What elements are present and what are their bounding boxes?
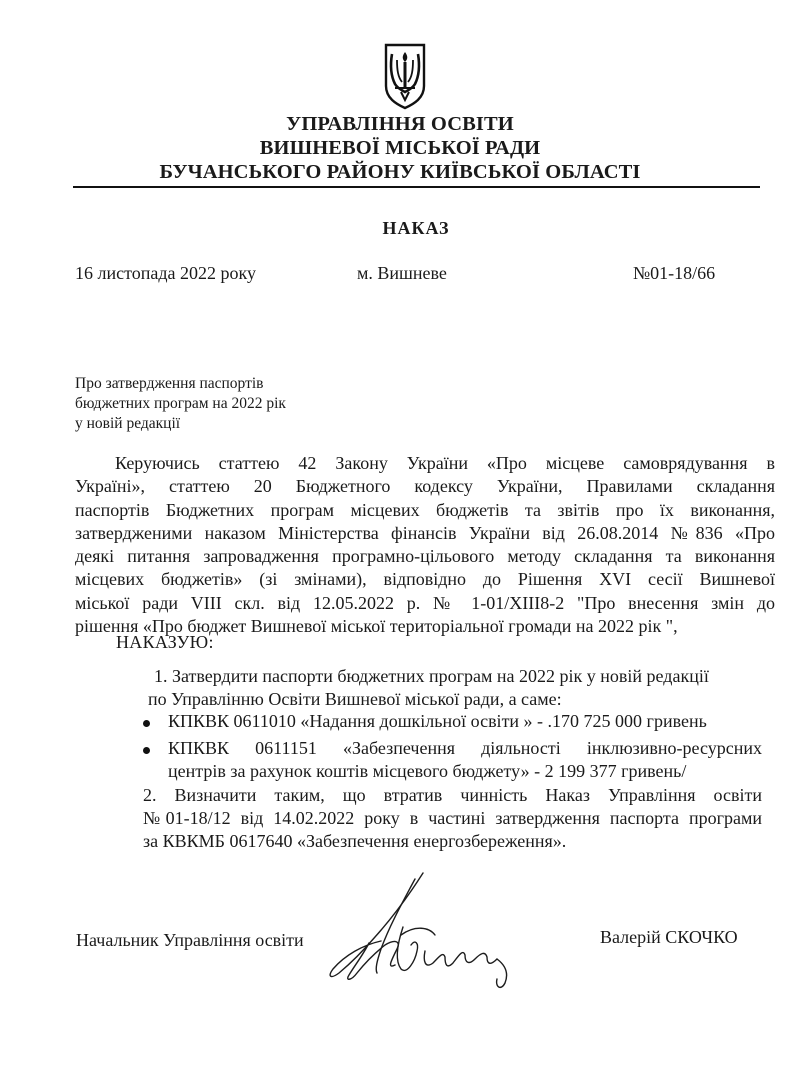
- decree-word: НАКАЗУЮ:: [116, 632, 214, 652]
- bullet-text: центрів за рахунок коштів місцевого бюджету» - 2 199 377 гривень/: [168, 761, 687, 781]
- preamble-line: міської ради VIII скл. від 12.05.2022 р. № 1-01/XIII8-2 "Про внесення змін до: [75, 592, 775, 613]
- preamble-line: Керуючись статтею 42 Закону України «Про місцеве самоврядування в: [115, 453, 775, 473]
- order-city: м. Вишневе: [357, 263, 447, 283]
- order-date: 16 листопада 2022 року: [75, 263, 256, 283]
- order-item-2: [143, 784, 762, 853]
- document-title: НАКАЗ: [382, 218, 450, 238]
- order-number: №01-18/66: [633, 263, 716, 283]
- trident-coat-of-arms-icon: [383, 42, 427, 110]
- preamble-line: деякі питання запровадження програмно-цільового методу складання та виконання: [75, 546, 775, 567]
- handwritten-signature-icon: [305, 865, 535, 995]
- organization-name-line-3: БУЧАНСЬКОГО РАЙОНУ КИЇВСЬКОЇ ОБЛАСТІ: [159, 161, 641, 183]
- preamble-paragraph: [75, 452, 775, 638]
- organization-name-line-1: УПРАВЛІННЯ ОСВІТИ: [286, 113, 514, 135]
- subject-line: бюджетних програм на 2022 рік: [75, 395, 286, 412]
- signatory-position: Начальник Управління освіти: [76, 930, 304, 950]
- bullet-icon: [143, 747, 150, 754]
- item-line: 2. Визначити таким, що втратив чинність Наказ Управління освіти: [143, 785, 762, 805]
- bullet-text: КПКВК 0611151 «Забезпечення діяльності інклюзивно-ресурсних: [168, 738, 762, 758]
- organization-name-line-2: ВИШНЕВОЇ МІСЬКОЇ РАДИ: [259, 137, 541, 159]
- signatory-name: Валерій СКОЧКО: [600, 927, 738, 947]
- preamble-line: затвердженими наказом Міністерства фінансів України від 26.08.2014 №836 «Про: [75, 522, 775, 543]
- preamble-line: паспортів Бюджетних програм місцевих бюджетів та звітів про їх виконання,: [75, 499, 775, 520]
- budget-program-bullet: [148, 737, 762, 783]
- bullet-text: КПКВК 0611010 «Надання дошкільної освіти » - .170 725 000 гривень: [168, 711, 707, 731]
- subject-line: у новій редакції: [75, 415, 181, 432]
- item-line: №01-18/12 від 14.02.2022 року в частині затвердження паспорта програми: [143, 808, 762, 828]
- preamble-line: місцевих бюджетів» (зі змінами), відповідно до Рішення XVI сесії Вишневої: [75, 569, 775, 590]
- budget-program-bullet: [148, 710, 762, 733]
- item-line: за КВКМБ 0617640 «Забезпечення енергозбереження».: [143, 831, 567, 851]
- item-line: 1. Затвердити паспорти бюджетних програм на 2022 рік у новій редакції: [154, 666, 709, 686]
- subject-line: Про затвердження паспортів: [75, 375, 264, 392]
- header-divider: [73, 186, 760, 188]
- bullet-icon: [143, 720, 150, 727]
- preamble-line: рішення «Про бюджет Вишневої міської територіальної громади на 2022 рік ",: [75, 616, 678, 637]
- order-subject: [75, 374, 286, 434]
- preamble-line: Україні», статтею 20 Бюджетного кодексу України, Правилами складання: [75, 476, 775, 497]
- item-line: по Управлінню Освіти Вишневої міської ради, а саме:: [148, 689, 562, 709]
- order-item-1: [148, 665, 762, 711]
